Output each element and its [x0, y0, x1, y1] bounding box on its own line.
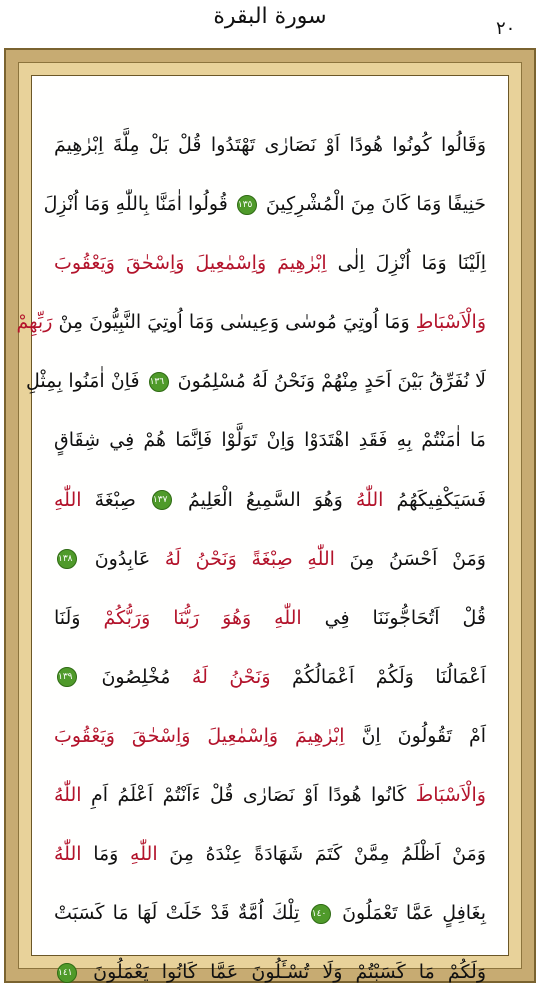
highlighted-word: اللّٰهُ [54, 843, 82, 866]
decorative-border [4, 48, 536, 983]
page-header [0, 0, 540, 48]
verse-text: اَمْ تَقُولُونَ اِنَّ [361, 724, 486, 747]
verse-line [54, 943, 486, 1002]
highlighted-word: وَنَحْنُ لَهُ [191, 665, 271, 688]
verse-line [54, 707, 486, 766]
inner-border [16, 62, 522, 984]
highlighted-word: اِبْرٰهِيمَ وَاِسْمٰعِيلَ وَاِسْحٰقَ وَيَعْقُوبَ [54, 724, 345, 747]
ayah-marker-icon: ١٣٥ [237, 195, 257, 215]
text-page [16, 75, 509, 984]
verse-text: وَمَا [93, 843, 119, 866]
verse-text: مَا اٰمَنْتُمْ بِهِ فَقَدِ اهْتَدَوْا وَاِنْ تَوَلَّوْا فَاِنَّمَا هُمْ فِي شِقَاقٍ [54, 429, 486, 452]
highlighted-word: اللّٰهِ [54, 488, 82, 511]
verse-text: وَقَالُوا كُونُوا هُودًا اَوْ نَصَارٰى تَهْتَدُوا قُلْ بَلْ مِلَّةَ اِبْرٰهِيمَ [54, 134, 486, 156]
ayah-marker-icon: ١٣٧ [152, 490, 172, 510]
verse-line [43, 175, 486, 234]
verse-line [54, 411, 486, 470]
verse-text: فَسَيَكْفِيكَهُمُ [396, 488, 487, 511]
verse-text: قُلْ اَتُحَاجُّونَنَا فِي [324, 606, 486, 629]
verse-text: فَاِنْ اٰمَنُوا بِمِثْلِ [25, 370, 140, 393]
ayah-marker-icon: ١٣٩ [57, 667, 77, 687]
ayah-marker-icon: ١٣٦ [149, 372, 169, 392]
verse-text: بِغَافِلٍ عَمَّا تَعْمَلُونَ [342, 902, 487, 925]
highlighted-word: اللّٰهُ [355, 488, 384, 511]
verse-line [54, 530, 486, 589]
highlighted-word: وَالْاَسْبَاطِ [415, 311, 486, 334]
verse-text: وَلَكُمْ مَا كَسَبْتُمْ وَلَا تُسْـَٔلُونَ عَمَّا كَانُوا يَعْمَلُونَ [93, 961, 486, 984]
verse-text: وَهُوَ السَّمِيعُ الْعَلِيمُ [187, 488, 343, 511]
verse-line [54, 471, 486, 530]
verse-line [54, 648, 486, 707]
ayah-marker-icon: ١٣٨ [57, 549, 77, 569]
verse-line [16, 293, 486, 352]
verse-text: كَانُوا هُودًا اَوْ نَصَارٰى قُلْ ءَاَنْتُمْ اَعْلَمُ اَمِ [91, 784, 407, 807]
highlighted-word: اللّٰهُ [54, 784, 82, 807]
verse-text: عَابِدُونَ [94, 547, 151, 570]
verse-line [54, 234, 486, 293]
highlighted-word: اللّٰهِ [130, 843, 158, 866]
highlighted-word: وَالْاَسْبَاطَ [415, 784, 486, 807]
highlighted-word: اللّٰهِ وَهُوَ رَبُّنَا وَرَبُّكُمْ [103, 606, 302, 629]
verse-text: اِلَيْنَا وَمَا اُنْزِلَ اِلٰى [337, 252, 486, 275]
verse-line [54, 884, 486, 943]
verse-text: وَمَنْ اَحْسَنُ مِنَ [349, 547, 486, 570]
verse-text: مُخْلِصُونَ [101, 665, 171, 688]
verse-text: وَمَنْ اَظْلَمُ مِمَّنْ كَتَمَ شَهَادَةً عِنْدَهُ مِنَ [169, 843, 486, 866]
verse-text: قُولُوا اٰمَنَّا بِاللّٰهِ وَمَا اُنْزِلَ [43, 193, 228, 216]
surah-title: سورة البقرة [213, 4, 327, 29]
verse-text: تِلْكَ اُمَّةٌ قَدْ خَلَتْ لَهَا مَا كَسَبَتْ [54, 902, 300, 925]
ayah-marker-icon: ١٤٠ [311, 904, 331, 924]
verse-line [54, 766, 486, 825]
verse-line [54, 589, 486, 648]
verse-text: وَمَا اُوتِيَ مُوسٰى وَعِيسٰى وَمَا اُوتِيَ النَّبِيُّونَ مِنْ [58, 311, 410, 334]
verse-line [54, 116, 486, 175]
verse-line [25, 352, 486, 411]
verse-text: وَلَنَا [54, 606, 81, 629]
verse-text: اَعْمَالُنَا وَلَكُمْ اَعْمَالُكُمْ [291, 665, 486, 688]
page-number: ٢٠ [496, 18, 516, 39]
highlighted-word: اِبْرٰهِيمَ وَاِسْمٰعِيلَ وَاِسْحٰقَ وَيَعْقُوبَ [54, 252, 327, 275]
highlighted-word: رَبِّهِمْ [16, 311, 53, 334]
verse-text: حَنِيفًا وَمَا كَانَ مِنَ الْمُشْرِكِينَ [265, 193, 486, 216]
verse-line [54, 825, 486, 884]
ayah-marker-icon: ١٤١ [57, 963, 77, 983]
verse-text: صِبْغَةَ [94, 488, 136, 511]
verse-text: لَا نُفَرِّقُ بَيْنَ اَحَدٍ مِنْهُمْ وَنَحْنُ لَهُ مُسْلِمُونَ [177, 370, 486, 393]
highlighted-word: اللّٰهِ صِبْغَةً وَنَحْنُ لَهُ [164, 547, 335, 570]
verse-lines [16, 116, 487, 1002]
